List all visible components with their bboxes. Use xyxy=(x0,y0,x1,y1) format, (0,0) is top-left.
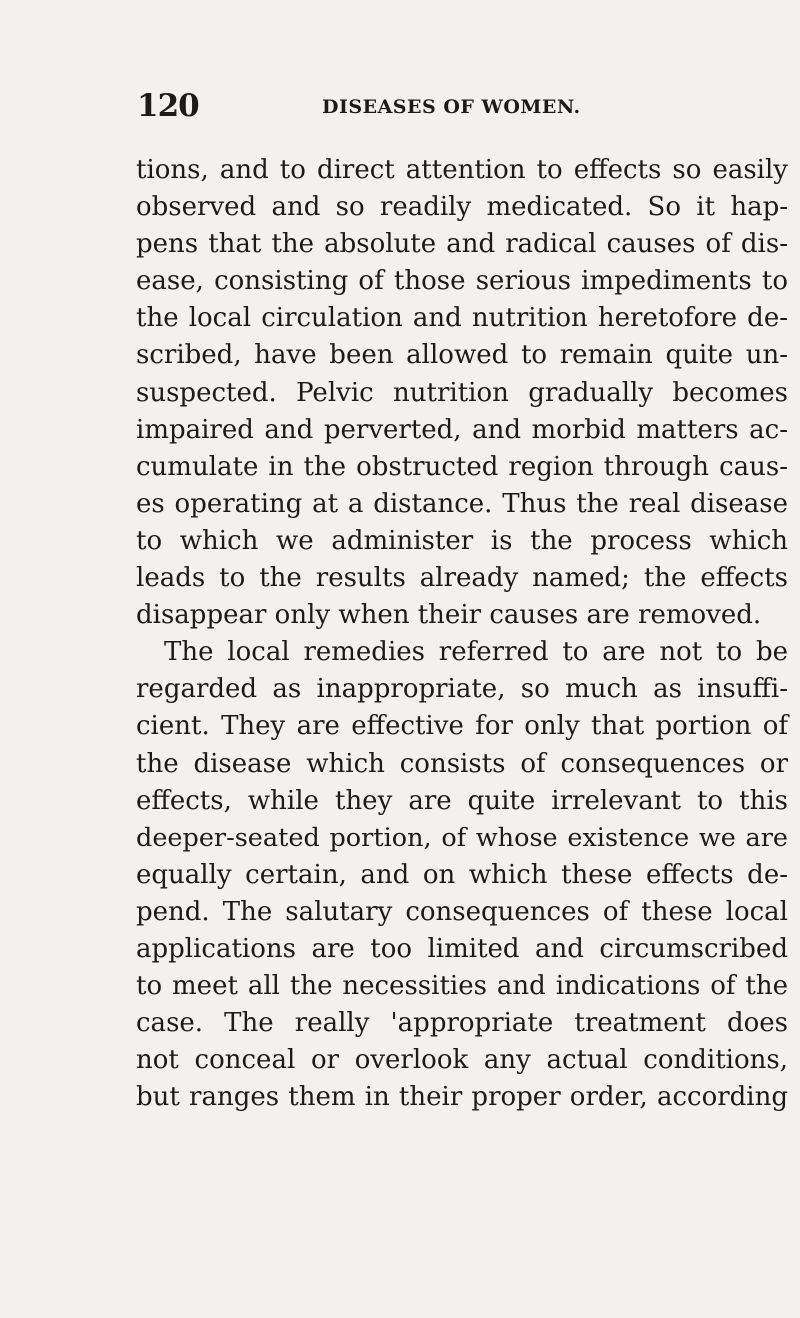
text-line: observed and so readily medicated. So it hap- xyxy=(136,192,788,223)
text-line: to meet all the necessities and indications of the xyxy=(136,971,788,1002)
text-line: effects, while they are quite irrelevant to this xyxy=(136,785,788,816)
text-line: cumulate in the obstructed region through caus- xyxy=(136,451,788,482)
body-text xyxy=(136,152,788,1116)
text-line: to which we administer is the process which xyxy=(136,525,788,556)
text-line: suspected. Pelvic nutrition gradually becomes xyxy=(136,377,788,408)
text-line: pend. The salutary consequences of these local xyxy=(136,896,788,927)
text-line: the local circulation and nutrition heretofore de- xyxy=(136,303,788,334)
text-line: cient. They are effective for only that portion of xyxy=(136,711,788,742)
running-head xyxy=(137,88,777,124)
text-line: leads to the results already named; the effects xyxy=(136,563,788,594)
text-line: ease, consisting of those serious impediments to xyxy=(136,266,788,297)
text-line: but ranges them in their proper order, according xyxy=(136,1082,788,1113)
text-line: scribed, have been allowed to remain quite un- xyxy=(136,340,788,371)
text-line: disappear only when their causes are removed. xyxy=(136,600,762,631)
text-line: es operating at a distance. Thus the real disease xyxy=(136,488,788,519)
text-line: case. The really 'appropriate treatment does xyxy=(136,1008,788,1039)
text-line: equally certain, and on which these effects de- xyxy=(136,859,788,890)
text-line: regarded as inappropriate, so much as insuffi- xyxy=(136,674,788,705)
running-title: DISEASES OF WOMEN. xyxy=(322,96,581,118)
text-line: impaired and perverted, and morbid matters ac- xyxy=(136,414,788,445)
text-line: The local remedies referred to are not to be xyxy=(164,637,788,668)
text-line: applications are too limited and circumscribed xyxy=(136,933,788,964)
text-line: pens that the absolute and radical causes of dis- xyxy=(136,229,788,260)
text-line: deeper-seated portion, of whose existence we are xyxy=(136,822,788,853)
page-number: 120 xyxy=(137,88,199,124)
text-line: tions, and to direct attention to effects so easily xyxy=(136,155,788,185)
text-line: not conceal or overlook any actual conditions, xyxy=(136,1045,788,1076)
text-line: the disease which consists of consequences or xyxy=(136,748,788,779)
